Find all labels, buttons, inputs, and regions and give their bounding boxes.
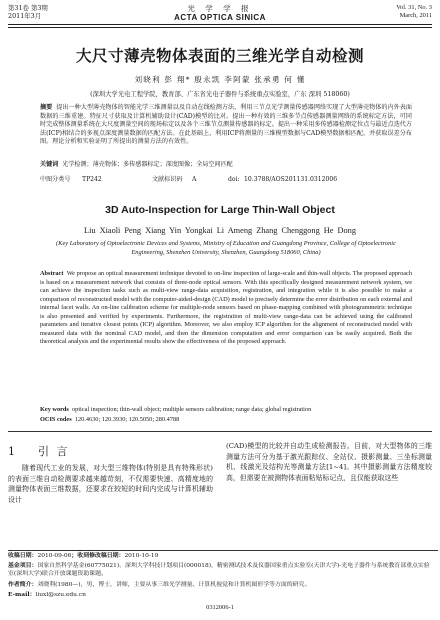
journal-name-en: ACTA OPTICA SINICA (174, 13, 266, 22)
keywords-cn-text: 光学检测；薄壳物体；多传感器标定；深度图像；全局空间匹配 (62, 161, 233, 168)
doc-code-value: A (192, 176, 197, 183)
paper-title-cn: 大尺寸薄壳物体表面的三维光学自动检测 (75, 46, 364, 65)
author-bio-text: 刘晓利(1980—)，男，博士，讲师，主要从事三维光学测量、计算机视觉和计算机图形学等方面的研究。 (37, 582, 311, 588)
journal-volume-cn: 第31卷 第3期 (8, 4, 48, 12)
abstract-cn-label: 摘要 (40, 104, 53, 111)
ocis-codes (40, 416, 412, 425)
abstract-en (40, 270, 412, 347)
email-label: E-mail： (8, 591, 36, 598)
journal-name-cn: 光 学 学 报 (187, 4, 253, 13)
authors-en: Liu Xiaoli Peng Xiang Yin Yongkai Li Ameng Zhang Chenggong He Dong (84, 226, 356, 235)
journal-date-cn: 2011年3月 (8, 12, 42, 20)
clc-value: TP242 (82, 176, 102, 183)
body-column-right: (CAD)模型的比较并自动生成检测报告。目前，对大型物体的三维测量方法可分为基于激光跟踪仪、全站仪、摄影测量、三坐标测量机、线激光及结构光等测量方法[1~4]。其中摄影测量方法精度较高，但需要在被测物体表面粘贴标记点，且仅能获取这些 (226, 442, 432, 482)
clc-label: 中图分类号 (40, 176, 71, 183)
received-label: 收稿日期： (8, 552, 38, 559)
revised-date: 2010-10-19 (124, 553, 159, 559)
journal-date-en: March, 2011 (399, 12, 432, 19)
fund-label: 基金项目： (8, 562, 38, 569)
footnote-rule (8, 550, 438, 551)
footnote-funding (8, 562, 432, 579)
journal-volume-en: Vol. 31, No. 3 (396, 4, 432, 11)
abstract-cn (40, 104, 412, 147)
affiliation-en: (Key Laboratory of Optoelectronic Devices and Systems, Ministry of Education and Guangdong Province, College of Optoelectronic Engineering, Shenzhen University, Shenzhen, Guangdong 518060, China) (56, 240, 396, 256)
doc-code-label: 文献标识码 (152, 176, 183, 183)
footnote-author (8, 581, 432, 589)
author-bio-label: 作者简介： (8, 581, 38, 588)
header-rule-thick (8, 24, 432, 25)
page-number: 0312006-1 (206, 604, 234, 611)
fund-text: 国家自然科学基金(60775021)，深圳大学科技计划项目(000018)，精密测试技术及仪器国家重点实验室(天津大学)-光电子器件与系统教育部重点实验室(深圳大学)联合开放课题资助课题。 (8, 563, 430, 578)
footnote-dates (8, 552, 432, 560)
abstract-en-text: We propose an optical measurement technique devoted to on-line inspection of large-scale and thin-wall objects. The proposed approach is based on a measurement network that consists of three-node optical sensors. With this specifically designed measurement network system, we can achieve the inspection tasks such as multi-view range-data acquisition, registration, and integration while it is also possible to make a comparison of reconstructed model with the computer-aided-design (CAD) model to precisely determine the error distribution on each external and internal facet walls. An on-line calibration scheme for multiple-node sensors based on phase-mapping combined with photogrammetric technique is also presented and verified by experiments. Furthermore, the registration of multi-view range-data can be achieved using the calibrated parameters and iterative closest points (ICP) algorithm. Moreover, we also employ ICP algorithm for the alignment of reconstructed model with measured data with the nominal CAD model, and then the dimension computation and error comparison can be easily acquired. Both the theoretical analysis and the experimental results show the effectiveness of the proposed approach. (40, 270, 412, 346)
affiliation-cn: (深圳大学光电工程学院，教育部、广东省光电子器件与系统重点实验室，广东 深圳 518060) (90, 91, 350, 98)
header-rule-thin (8, 27, 432, 28)
ocis-label: OCIS codes (40, 416, 72, 423)
authors-cn: 刘晓利 彭 翔* 殷永凯 李阿蒙 张承勇 何 懂 (134, 75, 306, 84)
journal-name (8, 4, 432, 23)
section-heading (8, 443, 213, 459)
received-date: 2010-09-06 (37, 553, 72, 559)
abstract-cn-text: 提出一种大型薄壳物体的智能光学三维测量以及自动在线检测方法，利用三节点光学测量传感器网络实现了大型薄壳物体的内外表面数据的三维重建。特征尺寸获取及计算机辅助设计(CAD)模型的比对。提出一种有效的三维多节点传感器测量网络的系统标定方法，可同时完成整体测量系统在大尺度测量空间的现场标定以及各个三维节点测量传感器的标定。提出一种采用多传感器检测定位点与最近点迭代方法(ICP)相结合的多视点深度测量数据的匹配方法。在此基础上，利用ICP将测量的三维模型数据与CAD模型数据相匹配，并获取误差分布图。理论分析和实验证明了所提出的测量方法的有效性。 (40, 104, 413, 146)
section-number: 1 (8, 445, 17, 458)
keywords-cn-label: 关键词 (40, 161, 59, 168)
footnote-email (8, 591, 432, 599)
revised-label: ；收到修改稿日期： (71, 552, 125, 559)
journal-issue-en (396, 4, 432, 20)
keywords-en (40, 406, 412, 415)
section-title: 引 言 (38, 445, 70, 458)
ocis-text: 120.4630; 120.3930; 120.5050; 280.4788 (74, 416, 180, 423)
keywords-cn (40, 161, 412, 170)
paper-title-en: 3D Auto-Inspection for Large Thin-Wall Object (105, 204, 335, 216)
doi-label: doi: (228, 176, 240, 183)
email-link[interactable]: liuxl@szu.edu.cn (35, 592, 86, 598)
abstract-divider (8, 431, 432, 432)
doi-value: 10.3788/AOS201131.0312006 (244, 176, 338, 183)
keywords-en-label: Key words (40, 406, 69, 413)
abstract-en-label: Abstract (40, 270, 64, 277)
body-column-left: 随着现代工业的发展，对大型三维物体(特别是具有特殊形状)的表面三维自动检测要求越来越苛刻，不仅需要快速、高精度地的测量物体表面三维数据，还要求在较短的时间内完成与计算机辅助设计 (8, 464, 213, 504)
keywords-en-text: optical inspection; thin-wall object; multiple sensors calibration; range data; global registration (72, 406, 312, 413)
